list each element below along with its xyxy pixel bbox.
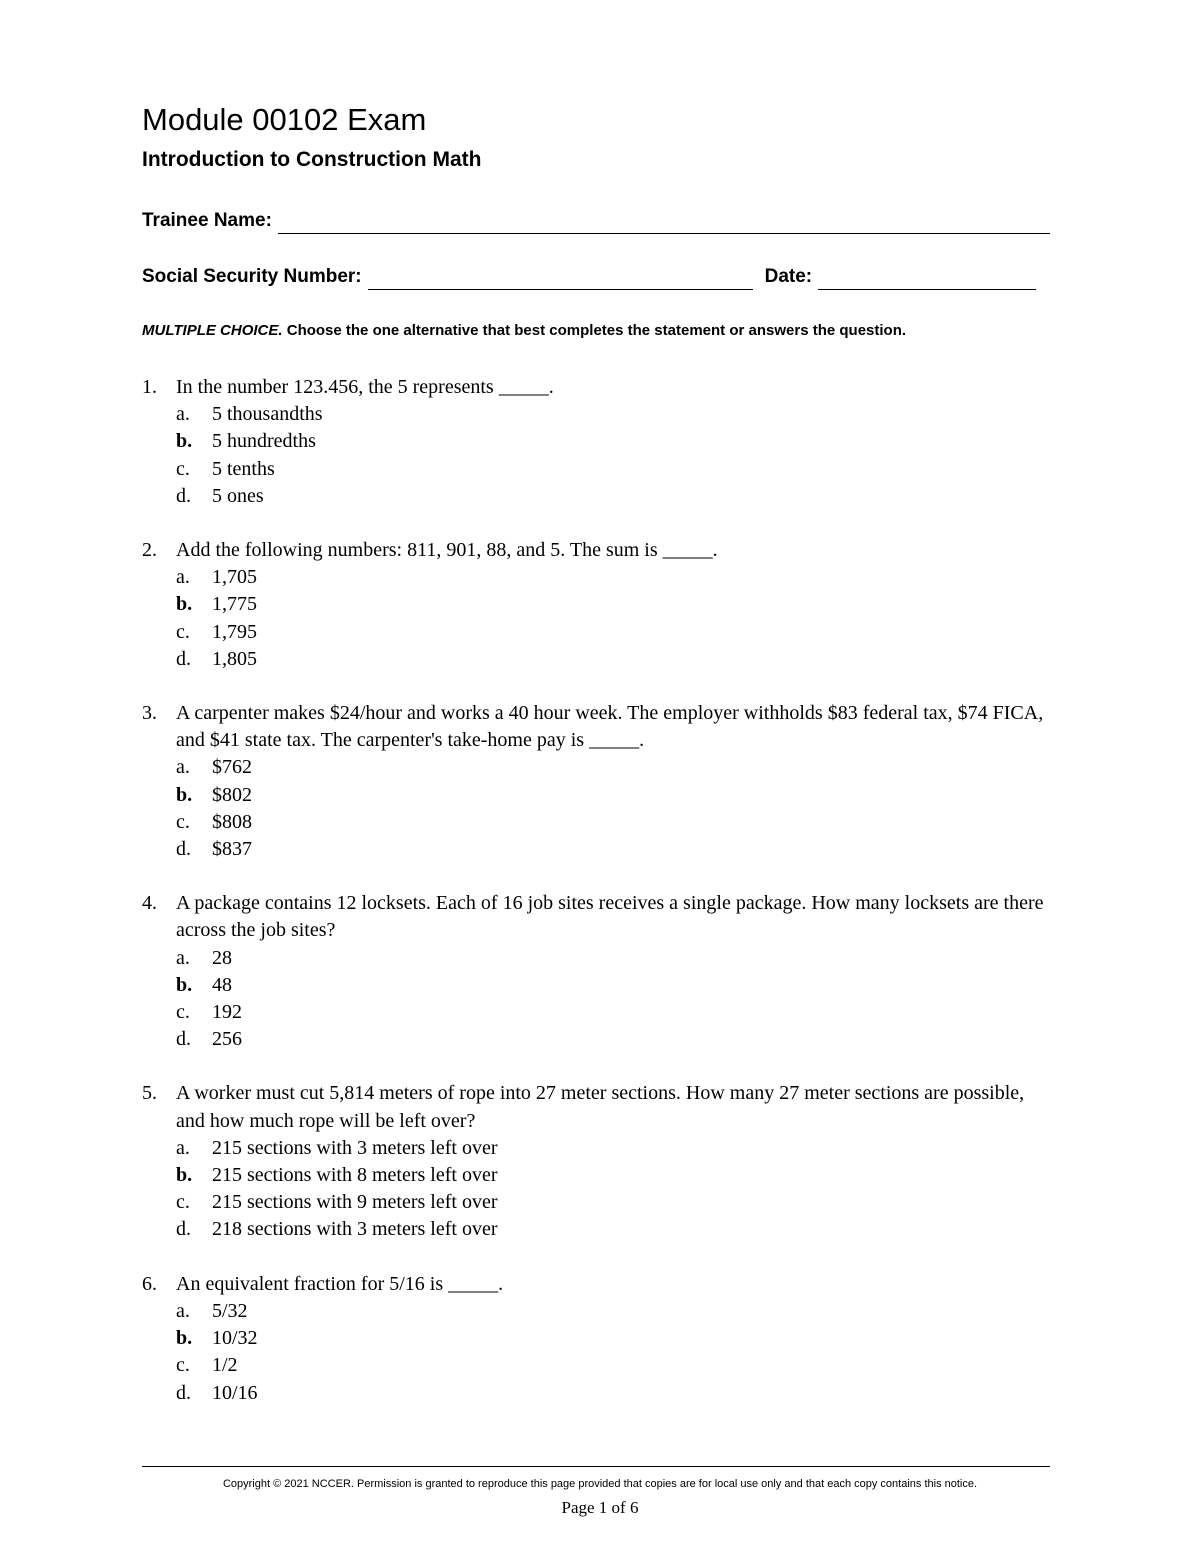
option-letter: d. bbox=[176, 484, 191, 507]
option-letter: c. bbox=[176, 1354, 190, 1377]
option-letter: b. bbox=[176, 783, 193, 806]
trainee-name-row bbox=[142, 208, 1050, 234]
answer-option-a bbox=[176, 945, 1054, 972]
answer-option-d bbox=[176, 836, 1054, 863]
question-number: 5. bbox=[142, 1082, 157, 1105]
option-text: $808 bbox=[212, 810, 252, 833]
question-stem: Add the following numbers: 811, 901, 88, and 5. The sum is _____. bbox=[176, 539, 718, 562]
option-text: 1,795 bbox=[212, 620, 257, 643]
option-letter: b. bbox=[176, 1327, 193, 1350]
option-letter: a. bbox=[176, 756, 190, 779]
question-list bbox=[142, 374, 1054, 1434]
option-letter: d. bbox=[176, 1028, 191, 1051]
option-text: 5/32 bbox=[212, 1299, 248, 1322]
date-label: Date: bbox=[764, 266, 813, 287]
answer-option-c bbox=[176, 1189, 1054, 1216]
option-text: 5 thousandths bbox=[212, 403, 323, 426]
option-text: 5 ones bbox=[212, 484, 264, 507]
option-text: 1,775 bbox=[212, 593, 257, 616]
question-number: 4. bbox=[142, 892, 157, 915]
question-stem: An equivalent fraction for 5/16 is _____. bbox=[176, 1272, 504, 1295]
instructions bbox=[142, 320, 1042, 342]
option-text: $837 bbox=[212, 838, 252, 861]
date-field[interactable] bbox=[818, 269, 1036, 290]
option-letter: a. bbox=[176, 1136, 190, 1159]
option-letter: c. bbox=[176, 620, 190, 643]
option-text: $802 bbox=[212, 783, 252, 806]
instructions-text: Choose the one alternative that best completes the statement or answers the question. bbox=[282, 322, 907, 339]
answer-option-b bbox=[176, 972, 1054, 999]
question-number: 3. bbox=[142, 702, 157, 725]
answer-option-a bbox=[176, 754, 1054, 781]
option-text: 5 tenths bbox=[212, 457, 275, 480]
answer-option-b bbox=[176, 428, 1054, 455]
answer-option-b bbox=[176, 1325, 1054, 1352]
question-number: 1. bbox=[142, 376, 157, 398]
trainee-name-label: Trainee Name: bbox=[142, 210, 272, 231]
option-text: 215 sections with 9 meters left over bbox=[212, 1191, 498, 1214]
question-body bbox=[176, 700, 1054, 863]
question-3 bbox=[142, 700, 1054, 863]
answer-option-d bbox=[176, 1380, 1054, 1407]
option-letter: c. bbox=[176, 1191, 190, 1214]
option-letter: d. bbox=[176, 838, 191, 861]
answer-option-c bbox=[176, 456, 1054, 483]
option-text: 10/16 bbox=[212, 1381, 258, 1404]
option-text: 10/32 bbox=[212, 1327, 258, 1350]
copyright-notice: Copyright © 2021 NCCER. Permission is granted to reproduce this page provided that copies are for local use only and that each copy contains this notice. bbox=[222, 1478, 978, 1490]
trainee-name-field[interactable] bbox=[278, 213, 1050, 234]
option-text: 48 bbox=[212, 973, 232, 996]
option-letter: b. bbox=[176, 593, 193, 616]
answer-option-d bbox=[176, 1026, 1054, 1053]
question-body bbox=[176, 1271, 1054, 1407]
option-text: 1,805 bbox=[212, 647, 257, 670]
question-2 bbox=[142, 537, 1054, 673]
option-letter: b. bbox=[176, 1164, 193, 1187]
question-number: 6. bbox=[142, 1272, 157, 1295]
option-letter: c. bbox=[176, 810, 190, 833]
option-letter: b. bbox=[176, 430, 193, 453]
answer-option-c bbox=[176, 809, 1054, 836]
question-1 bbox=[142, 374, 1054, 510]
option-letter: a. bbox=[176, 403, 190, 426]
option-letter: c. bbox=[176, 1001, 190, 1024]
question-body bbox=[176, 537, 1054, 673]
option-letter: d. bbox=[176, 647, 191, 670]
answer-option-d bbox=[176, 483, 1054, 510]
option-letter: d. bbox=[176, 1381, 191, 1404]
page-subtitle: Introduction to Construction Math bbox=[142, 148, 482, 171]
question-stem: A worker must cut 5,814 meters of rope into 27 meter sections. How many 27 meter sections are possible, and how much rope will be left over? bbox=[176, 1082, 1025, 1132]
option-letter: d. bbox=[176, 1218, 191, 1241]
option-letter: a. bbox=[176, 946, 190, 969]
answer-option-c bbox=[176, 999, 1054, 1026]
answer-option-b bbox=[176, 782, 1054, 809]
option-text: 1,705 bbox=[212, 566, 257, 589]
answer-option-b bbox=[176, 591, 1054, 618]
answer-option-d bbox=[176, 1216, 1054, 1243]
instructions-lead: MULTIPLE CHOICE. bbox=[142, 322, 283, 339]
option-text: 1/2 bbox=[212, 1354, 238, 1377]
question-stem: A carpenter makes $24/hour and works a 40 hour week. The employer withholds $83 federal tax, $74 FICA, and $41 state tax. The carpenter's take-home pay is _____. bbox=[176, 702, 1044, 752]
answer-option-c bbox=[176, 1352, 1054, 1379]
ssn-field[interactable] bbox=[368, 269, 753, 290]
question-stem: A package contains 12 locksets. Each of 16 job sites receives a single package. How many locksets are there across the job sites? bbox=[176, 892, 1044, 942]
answer-option-b bbox=[176, 1162, 1054, 1189]
answer-option-a bbox=[176, 564, 1054, 591]
option-text: 192 bbox=[212, 1001, 242, 1024]
footer-divider bbox=[142, 1466, 1050, 1467]
question-body bbox=[176, 890, 1054, 1053]
question-body bbox=[176, 374, 1054, 510]
option-text: 28 bbox=[212, 946, 232, 969]
ssn-label: Social Security Number: bbox=[142, 266, 362, 287]
question-number: 2. bbox=[142, 539, 157, 562]
option-text: 5 hundredths bbox=[212, 430, 316, 453]
question-6 bbox=[142, 1271, 1054, 1407]
page-number: Page 1 of 6 bbox=[561, 1498, 639, 1517]
answer-option-a bbox=[176, 1135, 1054, 1162]
answer-option-a bbox=[176, 401, 1054, 428]
answer-option-c bbox=[176, 619, 1054, 646]
option-letter: a. bbox=[176, 1299, 190, 1322]
option-text: 218 sections with 3 meters left over bbox=[212, 1218, 498, 1241]
answer-option-d bbox=[176, 646, 1054, 673]
option-text: 215 sections with 8 meters left over bbox=[212, 1164, 498, 1187]
question-5 bbox=[142, 1080, 1054, 1243]
question-4 bbox=[142, 890, 1054, 1053]
ssn-date-row bbox=[142, 264, 1052, 290]
option-letter: b. bbox=[176, 973, 193, 996]
option-letter: a. bbox=[176, 566, 190, 589]
option-text: 256 bbox=[212, 1028, 242, 1051]
page-title: Module 00102 Exam bbox=[142, 102, 427, 137]
option-text: $762 bbox=[212, 756, 252, 779]
option-letter: c. bbox=[176, 457, 190, 480]
answer-option-a bbox=[176, 1298, 1054, 1325]
option-text: 215 sections with 3 meters left over bbox=[212, 1136, 498, 1159]
question-stem: In the number 123.456, the 5 represents _____. bbox=[176, 376, 554, 398]
question-body bbox=[176, 1080, 1054, 1243]
